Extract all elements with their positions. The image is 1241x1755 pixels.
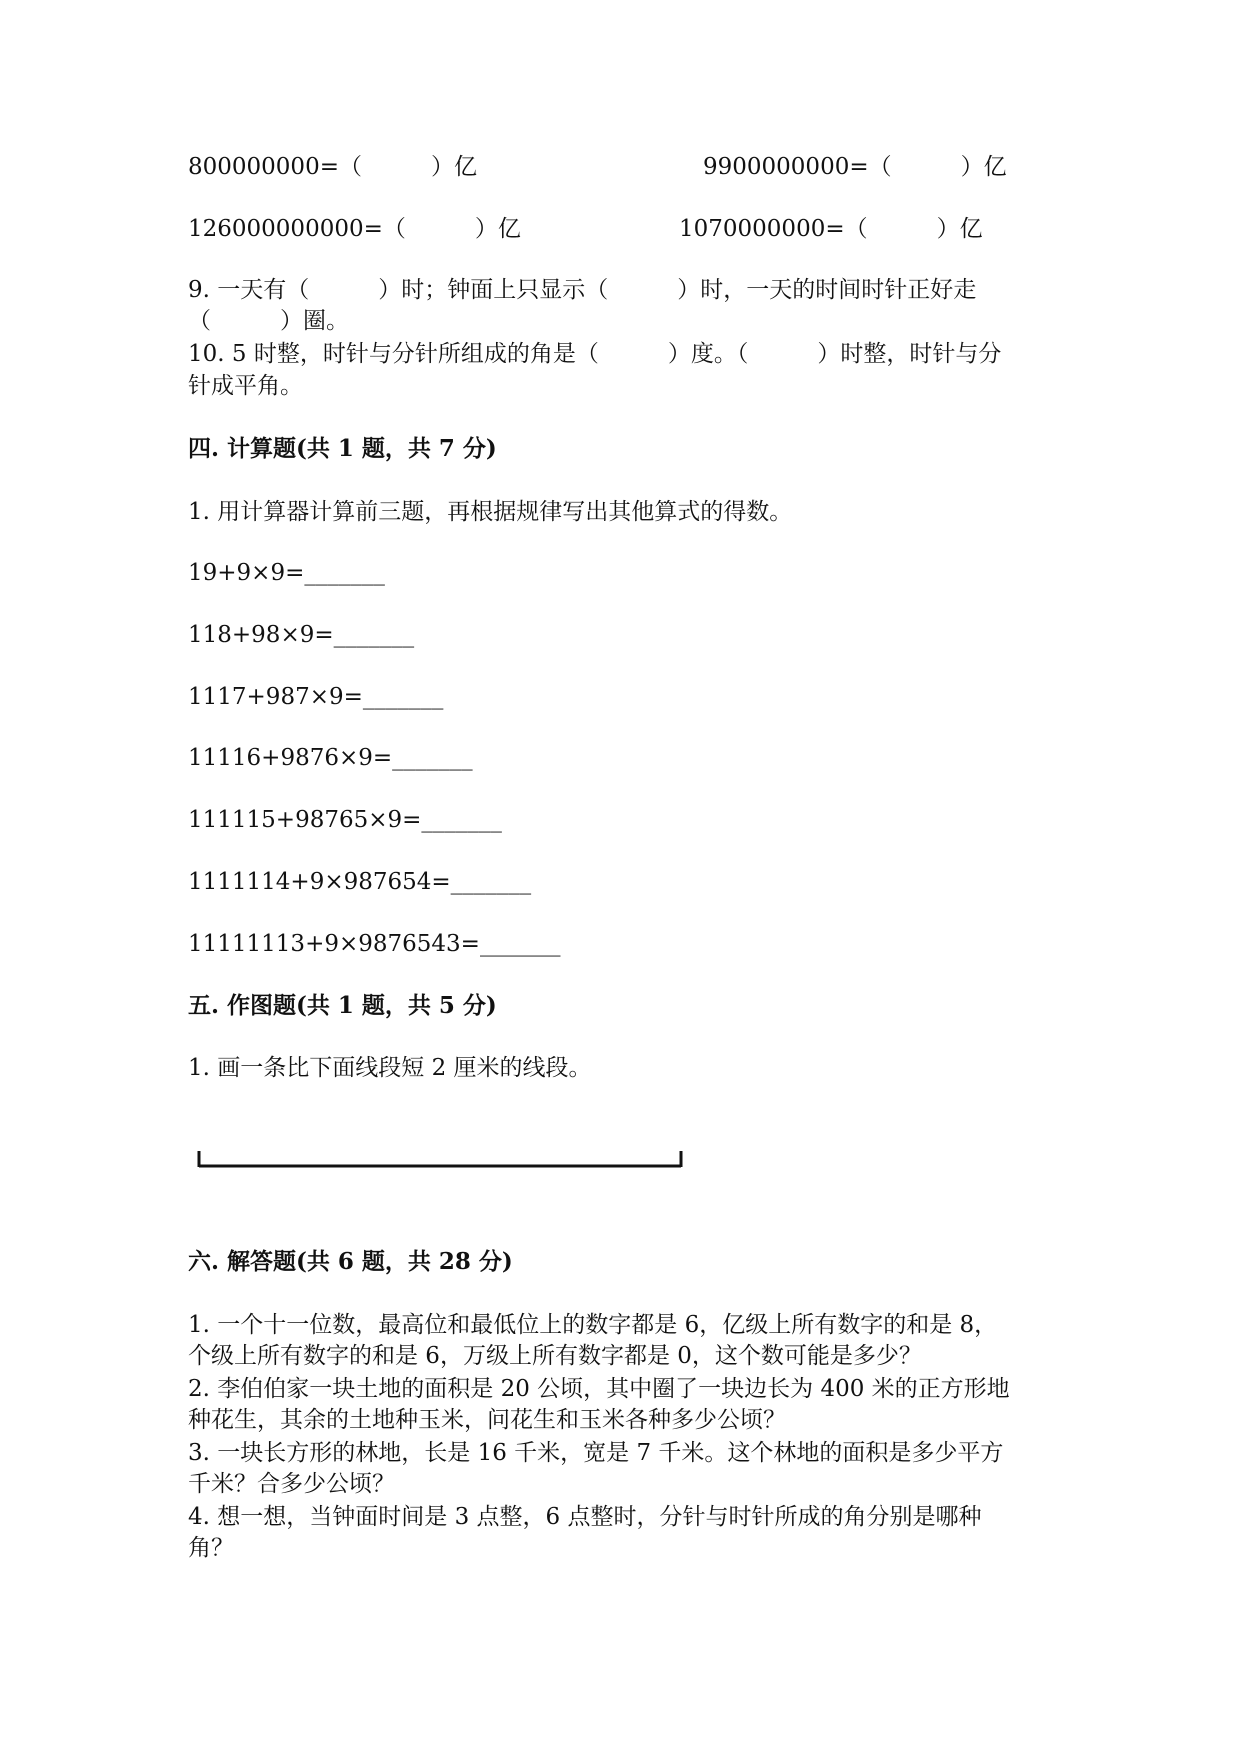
section6-question-3-line2: 千米？合多少公顷？	[188, 1471, 395, 1497]
section4-question-1: 1. 用计算器计算前三题，再根据规律写出其他算式的得数。	[188, 499, 793, 525]
question-10-line1: 10. 5 时整，时针与分针所组成的角是（ ）度。（ ）时整，时针与分	[188, 341, 1002, 367]
equation-2: 118+98×9=_______	[188, 622, 415, 648]
section6-question-2-line1: 2. 李伯伯家一块土地的面积是 20 公顷，其中圈了一块边长为 400 米的正方形地	[188, 1376, 1010, 1402]
section6-title: 六. 解答题(共 6 题，共 28 分)	[188, 1248, 513, 1275]
question-9-line2: （ ）圈。	[188, 308, 349, 334]
section5-question-1: 1. 画一条比下面线段短 2 厘米的线段。	[188, 1055, 592, 1081]
question-10-line2: 针成平角。	[188, 373, 303, 399]
section6-question-2-line2: 种花生，其余的土地种玉米，问花生和玉米各种多少公顷？	[188, 1407, 786, 1433]
section6-question-3-line1: 3. 一块长方形的林地，长是 16 千米，宽是 7 千米。这个林地的面积是多少平方	[188, 1440, 1004, 1466]
section6-question-4-line1: 4. 想一想，当钟面时间是 3 点整，6 点整时，分针与时针所成的角分别是哪种	[188, 1504, 982, 1530]
equation-5: 111115+98765×9=_______	[188, 807, 502, 833]
conversion-row1-left: 800000000=（ ）亿	[188, 154, 477, 180]
section6-question-1-line2: 个级上所有数字的和是 6，万级上所有数字都是 0，这个数可能是多少？	[188, 1343, 922, 1369]
equation-6: 1111114+9×987654=_______	[188, 869, 532, 895]
section6-question-4-line2: 角？	[188, 1535, 234, 1561]
section6-question-1-line1: 1. 一个十一位数，最高位和最低位上的数字都是 6，亿级上所有数字的和是 8，	[188, 1312, 998, 1338]
section5-title: 五. 作图题(共 1 题，共 5 分)	[188, 992, 497, 1019]
question-9-line1: 9. 一天有（ ）时；钟面上只显示（ ）时，一天的时间时针正好走	[188, 277, 977, 303]
section4-title: 四. 计算题(共 1 题，共 7 分)	[188, 435, 497, 462]
equation-7: 11111113+9×9876543=_______	[188, 931, 561, 957]
conversion-row2-left: 126000000000=（ ）亿	[188, 216, 521, 242]
conversion-row2-right: 1070000000=（ ）亿	[679, 216, 983, 242]
equation-1: 19+9×9=_______	[188, 560, 385, 586]
equation-3: 1117+987×9=_______	[188, 684, 444, 710]
equation-4: 11116+9876×9=_______	[188, 745, 473, 771]
conversion-row1-right: 9900000000=（ ）亿	[703, 154, 1007, 180]
line-segment-figure	[197, 1149, 683, 1169]
